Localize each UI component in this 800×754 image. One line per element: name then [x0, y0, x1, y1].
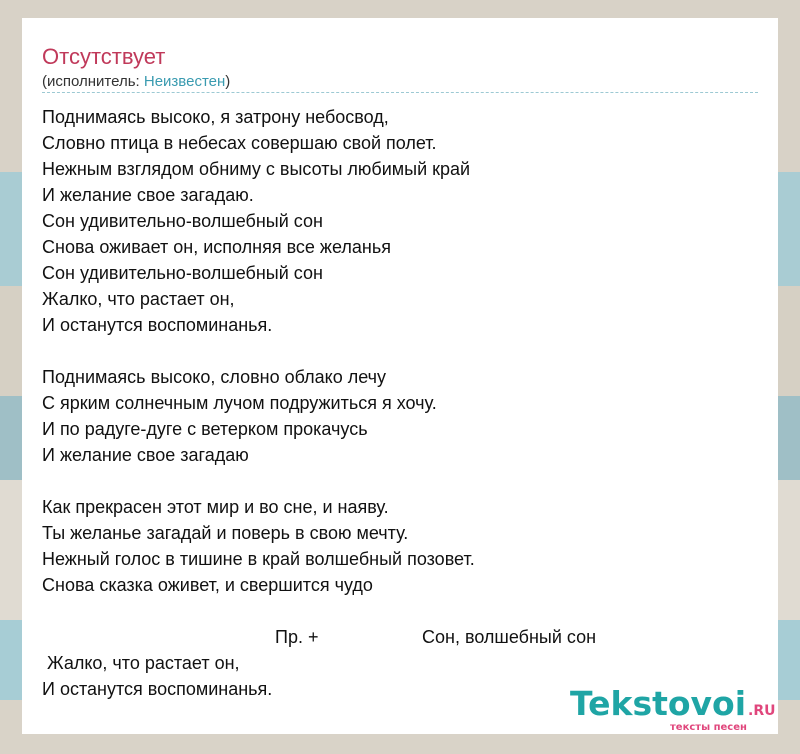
lyric-line: Снова сказка оживет, и свершится чудо [42, 575, 373, 595]
lyric-line: Словно птица в небесах совершаю свой полет. [42, 133, 437, 153]
lyric-line: Поднимаясь высоко, словно облако лечу [42, 367, 387, 387]
lyrics-body [42, 104, 758, 702]
lyric-line: Жалко, что растает он, [42, 653, 240, 673]
chorus-row [42, 624, 758, 650]
lyric-line: Нежным взглядом обниму с высоты любимый край [42, 159, 471, 179]
stanza-gap [42, 598, 758, 624]
lyric-line: И желание свое загадаю [42, 445, 249, 465]
lyric-line: Поднимаясь высоко, я затрону небосвод, [42, 107, 389, 127]
lyric-line: С ярким солнечным лучом подружиться я хочу. [42, 393, 437, 413]
artist-link[interactable]: Неизвестен [143, 73, 226, 90]
lyric-line: И желание свое загадаю. [42, 185, 254, 205]
lyric-line: Ты желанье загадай и поверь в свою мечту. [42, 523, 409, 543]
logo-tld: .RU [748, 703, 776, 719]
song-title: Отсутствует [42, 44, 166, 69]
logo-tagline: тексты песен [670, 722, 747, 733]
stanza-gap [42, 468, 758, 494]
lyric-line: Сон удивительно-волшебный сон [42, 211, 323, 231]
artist-prefix: (исполнитель: [42, 73, 144, 90]
lyric-line: Жалко, что растает он, [42, 289, 235, 309]
lyric-line: И останутся воспоминанья. [42, 315, 273, 335]
lyric-line: Как прекрасен этот мир и во сне, и наяву. [42, 497, 389, 517]
lyric-line: И по радуге-дуге с ветерком прокачусь [42, 419, 368, 439]
lyric-line: И останутся воспоминанья. [42, 679, 273, 699]
lyric-line: Сон удивительно-волшебный сон [42, 263, 323, 283]
lyric-line: Нежный голос в тишине в край волшебный позовет. [42, 549, 475, 569]
chorus-text: Сон, волшебный сон [422, 627, 597, 647]
stanza-gap [42, 338, 758, 364]
chorus-label: Пр. + [275, 627, 319, 647]
title-divider [42, 92, 758, 93]
lyrics-card [22, 18, 778, 734]
lyric-line: Снова оживает он, исполняя все желанья [42, 237, 391, 257]
artist-line [42, 73, 230, 90]
artist-suffix: ) [225, 73, 231, 90]
site-logo[interactable] [570, 684, 776, 733]
logo-name: Tekstovoi [570, 684, 747, 723]
